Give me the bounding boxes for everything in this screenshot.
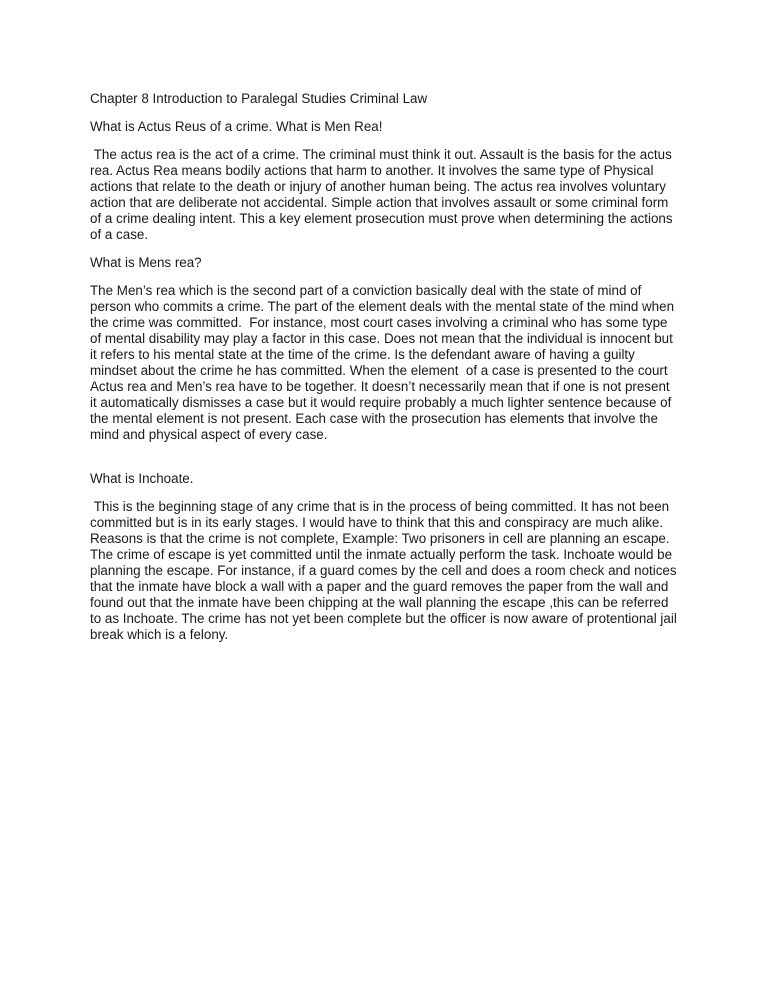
blank-line [90, 455, 680, 471]
question-inchoate: What is Inchoate. [90, 471, 194, 486]
paragraph-mens-rea: The Men’s rea which is the second part of a conviction basically deal with the state of mind of person who commits a crime. The part of the element deals with the mental state of the mind when the crime was committed. For instance, most court cases involving a criminal who has some type of mental disability may play a factor in this case. Does not mean that the individual is innocent but it refers to his mental state at the time of the crime. Is the defendant aware of having a guilty mindset about the crime he has committed. When the element of a case is presented to the court Actus rea and Men’s rea have to be together. It doesn’t necessarily mean that if one is not present it automatically dismisses a case but it would require probably a much lighter sentence because of the mental element is not present. Each case with the prosecution has elements that involve the mind and physical aspect of every case. [90, 283, 678, 442]
question-actus-reus: What is Actus Reus of a crime. What is Men Rea! [90, 119, 383, 134]
question-mens-rea: What is Mens rea? [90, 255, 202, 270]
document-title: Chapter 8 Introduction to Paralegal Studies Criminal Law [90, 91, 428, 106]
document-body [90, 91, 680, 655]
paragraph-inchoate: This is the beginning stage of any crime that is in the process of being committed. It has not been committed but is in its early stages. I would have to think that this and conspiracy are much alike. Reasons is that the crime is not complete, Example: Two prisoners in cell are planning an escape. The crime of escape is yet committed until the inmate actually perform the task. Inchoate would be planning the escape. For instance, if a guard comes by the cell and does a room check and notices that the inmate have block a wall with a paper and the guard removes the paper from the wall and found out that the inmate have been chipping at the wall planning the escape ,this can be referred to as Inchoate. The crime has not yet been complete but the officer is now aware of protentional jail break which is a felony. [90, 499, 681, 642]
paragraph-actus-reus: The actus rea is the act of a crime. The criminal must think it out. Assault is the basis for the actus rea. Actus Rea means bodily actions that harm to another. It involves the same type of Physical actions that relate to the death or injury of another human being. The actus rea involves voluntary action that are deliberate not accidental. Simple action that involves assault or some criminal form of a crime dealing intent. This a key element prosecution must prove when determining the actions of a case. [90, 147, 677, 242]
